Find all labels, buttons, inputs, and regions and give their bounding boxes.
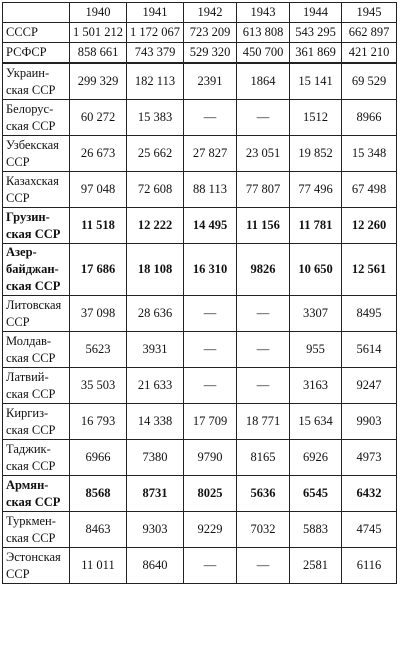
value-cell: 16 310	[184, 244, 237, 296]
value-cell: 15 348	[342, 136, 397, 172]
region-name: Украин- ская ССР	[3, 63, 70, 100]
value-cell: 8568	[70, 476, 127, 512]
region-name: Латвий- ская ССР	[3, 368, 70, 404]
value-cell: 8165	[237, 440, 290, 476]
year-header: 1944	[290, 3, 342, 23]
value-cell: 8731	[127, 476, 184, 512]
region-name: Молдав- ская ССР	[3, 332, 70, 368]
value-cell: 529 320	[184, 43, 237, 64]
region-name: СССР	[3, 23, 70, 43]
value-cell: 14 495	[184, 208, 237, 244]
value-cell: 17 709	[184, 404, 237, 440]
value-cell: 182 113	[127, 63, 184, 100]
table-row	[3, 208, 397, 244]
table-row	[3, 332, 397, 368]
value-cell: 6116	[342, 548, 397, 584]
value-cell: 6545	[290, 476, 342, 512]
region-name: Литовская ССР	[3, 296, 70, 332]
value-cell: 5623	[70, 332, 127, 368]
value-cell: 5883	[290, 512, 342, 548]
data-table	[2, 2, 397, 584]
value-cell: 299 329	[70, 63, 127, 100]
value-cell: —	[184, 548, 237, 584]
table-row	[3, 43, 397, 64]
value-cell: 77 807	[237, 172, 290, 208]
value-cell: 858 661	[70, 43, 127, 64]
value-cell: 69 529	[342, 63, 397, 100]
table-row	[3, 172, 397, 208]
value-cell: 25 662	[127, 136, 184, 172]
value-cell: —	[237, 332, 290, 368]
value-cell: 9303	[127, 512, 184, 548]
region-name: РСФСР	[3, 43, 70, 64]
value-cell: 37 098	[70, 296, 127, 332]
table-row	[3, 100, 397, 136]
value-cell: —	[237, 100, 290, 136]
value-cell: 421 210	[342, 43, 397, 64]
value-cell: —	[237, 368, 290, 404]
table-row	[3, 63, 397, 100]
region-name: Армян- ская ССР	[3, 476, 70, 512]
region-name: Казахская ССР	[3, 172, 70, 208]
value-cell: 12 260	[342, 208, 397, 244]
value-cell: 21 633	[127, 368, 184, 404]
value-cell: 361 869	[290, 43, 342, 64]
table-row	[3, 440, 397, 476]
value-cell: 3163	[290, 368, 342, 404]
value-cell: 3307	[290, 296, 342, 332]
value-cell: 16 793	[70, 404, 127, 440]
value-cell: 723 209	[184, 23, 237, 43]
value-cell: 2581	[290, 548, 342, 584]
table-row	[3, 548, 397, 584]
value-cell: 60 272	[70, 100, 127, 136]
value-cell: 15 634	[290, 404, 342, 440]
value-cell: 17 686	[70, 244, 127, 296]
value-cell: —	[237, 548, 290, 584]
year-header: 1942	[184, 3, 237, 23]
value-cell: 15 383	[127, 100, 184, 136]
value-cell: 9229	[184, 512, 237, 548]
value-cell: 12 222	[127, 208, 184, 244]
region-name: Эстонская ССР	[3, 548, 70, 584]
value-cell: 5614	[342, 332, 397, 368]
value-cell: 8463	[70, 512, 127, 548]
value-cell: 19 852	[290, 136, 342, 172]
year-header: 1943	[237, 3, 290, 23]
table-row	[3, 368, 397, 404]
value-cell: 97 048	[70, 172, 127, 208]
table-row	[3, 512, 397, 548]
value-cell: 11 518	[70, 208, 127, 244]
value-cell: 18 771	[237, 404, 290, 440]
value-cell: 67 498	[342, 172, 397, 208]
table-row	[3, 476, 397, 512]
value-cell: 662 897	[342, 23, 397, 43]
value-cell: 11 781	[290, 208, 342, 244]
value-cell: 11 011	[70, 548, 127, 584]
value-cell: 18 108	[127, 244, 184, 296]
value-cell: 7380	[127, 440, 184, 476]
region-name: Белорус- ская ССР	[3, 100, 70, 136]
table-body	[3, 23, 397, 584]
value-cell: 450 700	[237, 43, 290, 64]
value-cell: 1864	[237, 63, 290, 100]
value-cell: 6926	[290, 440, 342, 476]
value-cell: 7032	[237, 512, 290, 548]
value-cell: —	[184, 368, 237, 404]
value-cell: 4745	[342, 512, 397, 548]
year-header: 1945	[342, 3, 397, 23]
value-cell: 1512	[290, 100, 342, 136]
value-cell: 543 295	[290, 23, 342, 43]
value-cell: 35 503	[70, 368, 127, 404]
value-cell: 743 379	[127, 43, 184, 64]
region-name: Туркмен- ская ССР	[3, 512, 70, 548]
value-cell: —	[184, 296, 237, 332]
value-cell: 1 172 067	[127, 23, 184, 43]
region-name: Грузин- ская ССР	[3, 208, 70, 244]
year-header: 1941	[127, 3, 184, 23]
value-cell: 12 561	[342, 244, 397, 296]
value-cell: —	[184, 332, 237, 368]
year-header: 1940	[70, 3, 127, 23]
value-cell: 88 113	[184, 172, 237, 208]
value-cell: 10 650	[290, 244, 342, 296]
value-cell: —	[237, 296, 290, 332]
value-cell: 26 673	[70, 136, 127, 172]
value-cell: 9826	[237, 244, 290, 296]
value-cell: 6966	[70, 440, 127, 476]
value-cell: —	[184, 100, 237, 136]
value-cell: 8966	[342, 100, 397, 136]
table-row	[3, 136, 397, 172]
value-cell: 8640	[127, 548, 184, 584]
value-cell: 11 156	[237, 208, 290, 244]
value-cell: 15 141	[290, 63, 342, 100]
header-row	[3, 3, 397, 23]
table-row	[3, 296, 397, 332]
value-cell: 8495	[342, 296, 397, 332]
value-cell: 9247	[342, 368, 397, 404]
region-name: Узбекская ССР	[3, 136, 70, 172]
value-cell: 9903	[342, 404, 397, 440]
value-cell: 955	[290, 332, 342, 368]
value-cell: 28 636	[127, 296, 184, 332]
document-page	[2, 2, 397, 584]
value-cell: 72 608	[127, 172, 184, 208]
table-row	[3, 23, 397, 43]
value-cell: 9790	[184, 440, 237, 476]
value-cell: 4973	[342, 440, 397, 476]
value-cell: 6432	[342, 476, 397, 512]
value-cell: 14 338	[127, 404, 184, 440]
table-row	[3, 404, 397, 440]
region-name: Киргиз- ская ССР	[3, 404, 70, 440]
value-cell: 23 051	[237, 136, 290, 172]
value-cell: 3931	[127, 332, 184, 368]
value-cell: 2391	[184, 63, 237, 100]
region-name: Азер- байджан- ская ССР	[3, 244, 70, 296]
value-cell: 613 808	[237, 23, 290, 43]
corner-cell	[3, 3, 70, 23]
value-cell: 77 496	[290, 172, 342, 208]
value-cell: 27 827	[184, 136, 237, 172]
value-cell: 8025	[184, 476, 237, 512]
value-cell: 1 501 212	[70, 23, 127, 43]
table-row	[3, 244, 397, 296]
region-name: Таджик- ская ССР	[3, 440, 70, 476]
value-cell: 5636	[237, 476, 290, 512]
